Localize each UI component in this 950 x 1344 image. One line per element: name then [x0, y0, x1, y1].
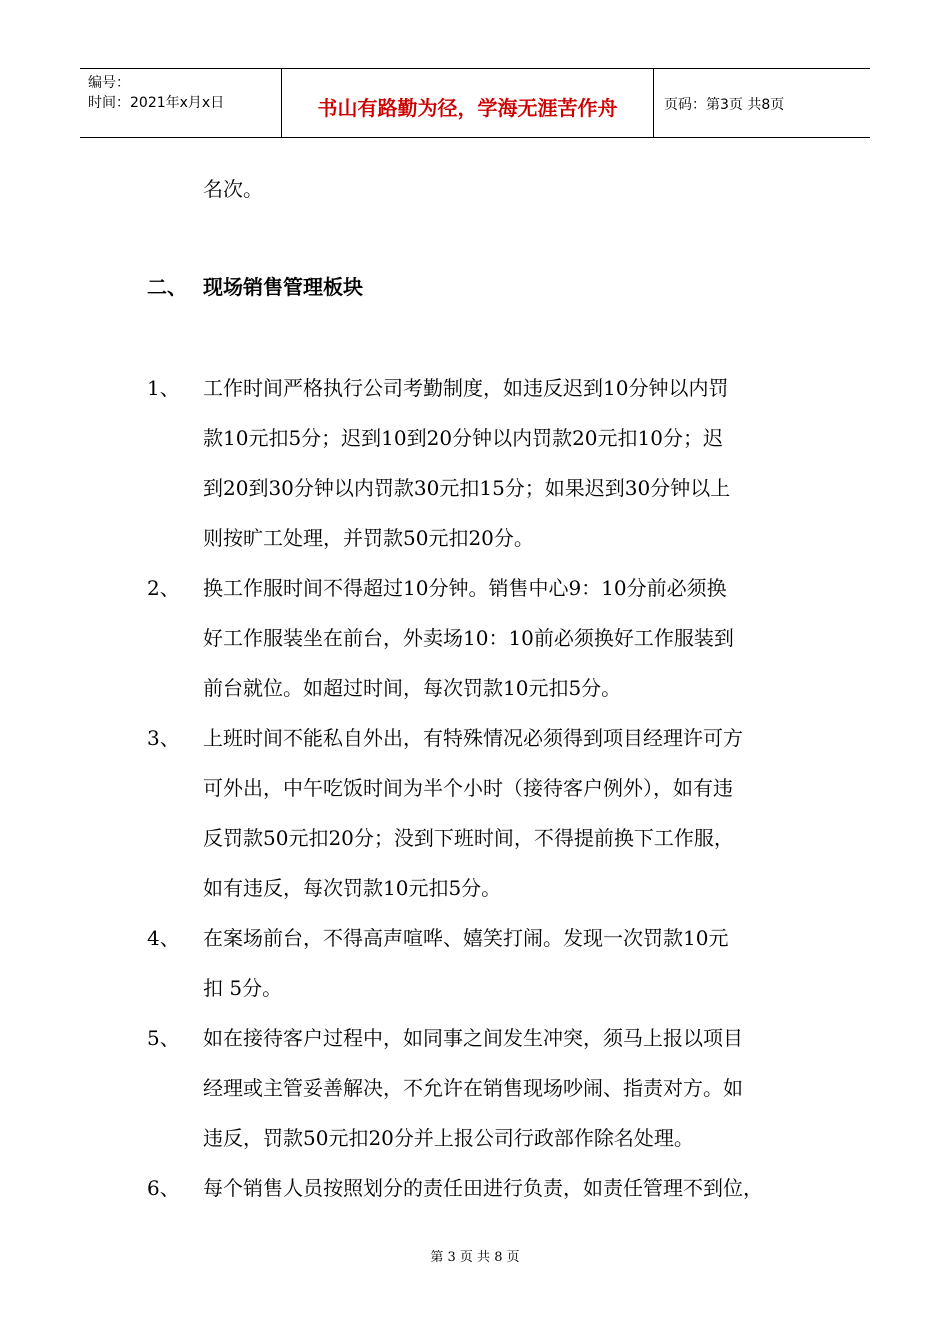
list-item-line: 如有违反，每次罚款10元扣5分。 — [203, 876, 502, 900]
header-meta — [80, 69, 282, 137]
header-page-info: 页码：第3页 共8页 — [664, 97, 785, 113]
list-item-number: 4、 — [147, 926, 180, 950]
list-item-line: 在案场前台，不得高声喧哗、嬉笑打闹。发现一次罚款10元 — [203, 926, 729, 950]
list-item-line: 工作时间严格执行公司考勤制度，如违反迟到10分钟以内罚 — [203, 376, 729, 400]
serial-label: 编号： — [88, 75, 130, 91]
list-item-line: 如在接待客户过程中，如同事之间发生冲突，须马上报以项目 — [203, 1026, 743, 1050]
time-label: 时间：2021年x月x日 — [88, 95, 225, 111]
list-item-line: 扣 5分。 — [203, 976, 283, 1000]
list-item-line: 好工作服装坐在前台，外卖场10：10前必须换好工作服装到 — [203, 626, 734, 650]
list-item-line: 违反，罚款50元扣20分并上报公司行政部作除名处理。 — [203, 1126, 694, 1150]
list-item-line: 每个销售人员按照划分的责任田进行负责，如责任管理不到位， — [203, 1176, 763, 1200]
list-item-number: 6、 — [147, 1176, 180, 1200]
list-item-number: 2、 — [147, 576, 180, 600]
section-number: 二、 — [147, 275, 187, 299]
section-title: 现场销售管理板块 — [203, 275, 363, 299]
page-footer: 第 3 页 共 8 页 — [430, 1250, 520, 1265]
list-item-line: 到20到30分钟以内罚款30元扣15分；如果迟到30分钟以上 — [203, 476, 731, 500]
list-item-number: 3、 — [147, 726, 180, 750]
list-item-line: 前台就位。如超过时间，每次罚款10元扣5分。 — [203, 676, 622, 700]
list-item-line: 换工作服时间不得超过10分钟。销售中心9：10分前必须换 — [203, 576, 727, 600]
list-item-line: 经理或主管妥善解决，不允许在销售现场吵闹、指责对方。如 — [203, 1076, 743, 1100]
list-item-number: 1、 — [147, 376, 180, 400]
list-item-number: 5、 — [147, 1026, 180, 1050]
list-item-line: 反罚款50元扣20分；没到下班时间，不得提前换下工作服， — [203, 826, 734, 850]
header-motto: 书山有路勤为径，学海无涯苦作舟 — [282, 69, 654, 137]
page-header — [80, 68, 870, 138]
list-item-line: 上班时间不能私自外出，有特殊情况必须得到项目经理许可方 — [203, 726, 743, 750]
list-item-line: 款10元扣5分；迟到10到20分钟以内罚款20元扣10分；迟 — [203, 426, 723, 450]
list-item-line: 则按旷工处理，并罚款50元扣20分。 — [203, 526, 534, 550]
continuation-text: 名次。 — [203, 177, 263, 201]
list-item-line: 可外出，中午吃饭时间为半个小时（接待客户例外），如有违 — [203, 776, 733, 800]
